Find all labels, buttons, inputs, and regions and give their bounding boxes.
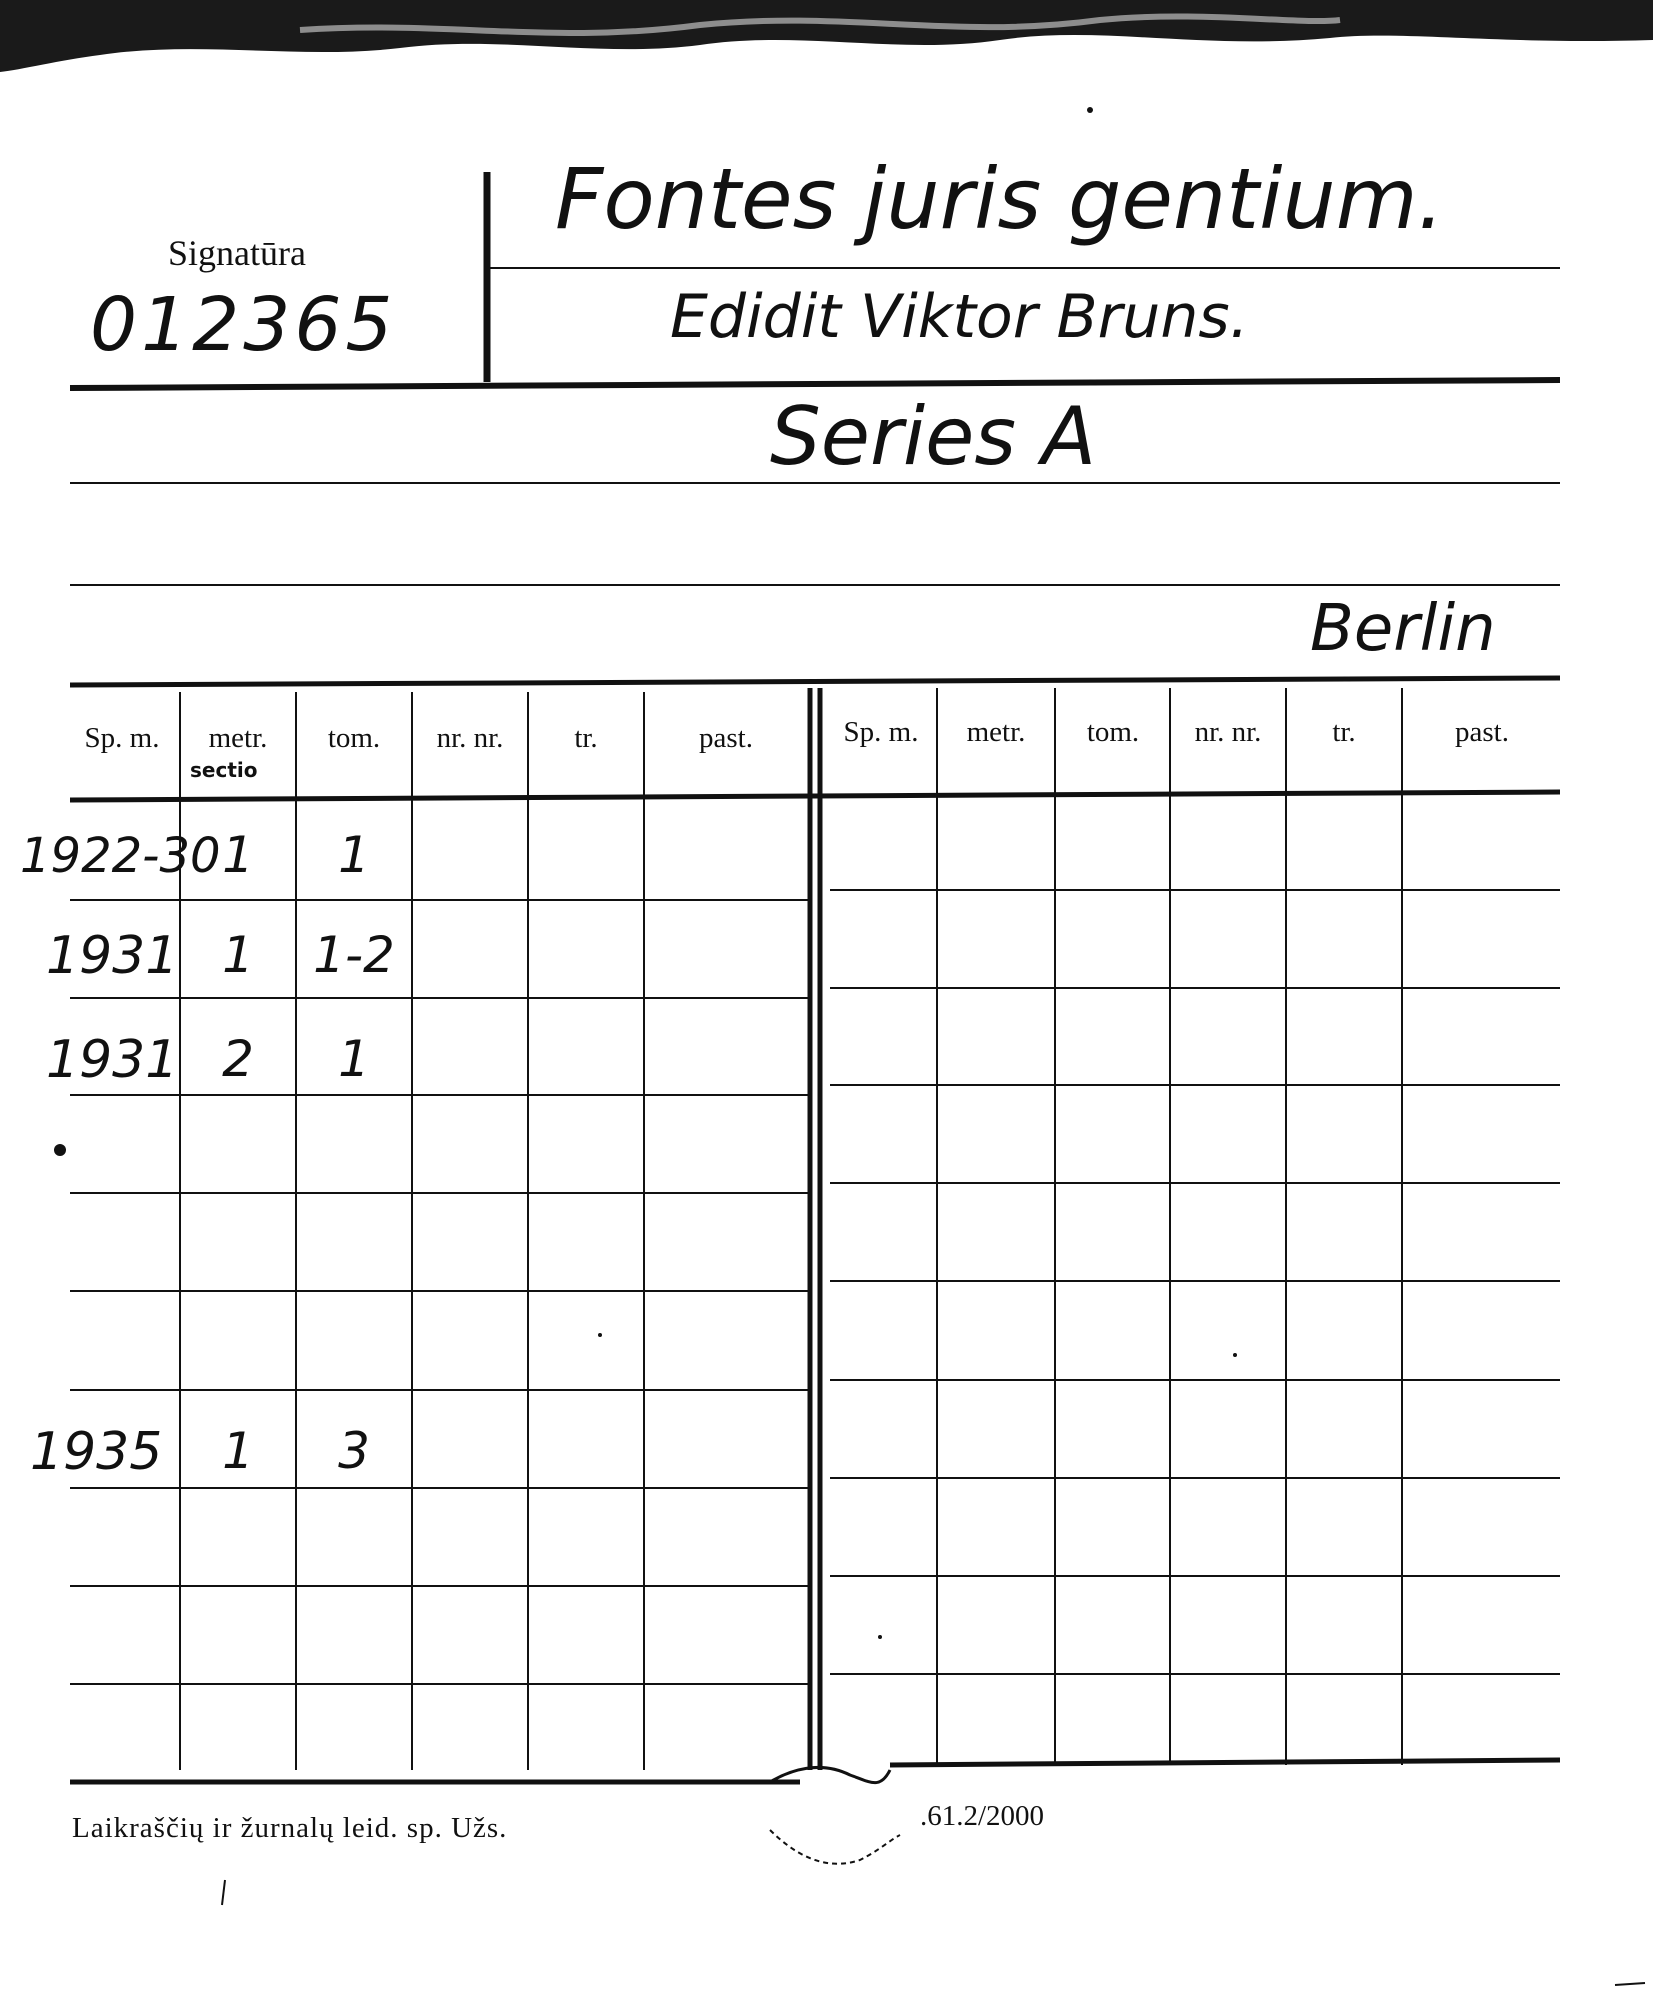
col-header-nr-nr: nr. nr. (436, 722, 504, 754)
col-header-tr: tr. (574, 722, 598, 754)
row-3-year: 1931 (46, 1030, 179, 1090)
row-4-tom: 3 (338, 1422, 370, 1480)
col-header-right-nr-nr: nr. nr. (1194, 716, 1262, 748)
printer-footer: Laikraščių ir žurnalų leid. sp. Užs. (72, 1812, 508, 1844)
col-header-sp-m: Sp. m. (84, 722, 160, 754)
printer-footer-code: .61.2/2000 (920, 1800, 1045, 1832)
col-header-past: past. (699, 722, 753, 754)
col-header-right-tom: tom. (1086, 716, 1140, 748)
col-header-metr-subnote: sectio (190, 758, 258, 782)
col-header-metr: metr. (208, 722, 268, 754)
row-4-metr: 1 (222, 1422, 254, 1480)
handwritten-editor: Edidit Viktor Bruns. (670, 282, 1249, 352)
signature-number: 012365 (90, 282, 397, 368)
row-3-tom: 1 (338, 1030, 370, 1088)
col-header-right-past: past. (1455, 716, 1509, 748)
row-1-metr: 1 (222, 826, 254, 884)
row-1-tom: 1 (338, 826, 370, 884)
handwritten-city: Berlin (1310, 592, 1496, 666)
row-2-metr: 1 (222, 926, 254, 984)
col-header-right-sp-m: Sp. m. (843, 716, 919, 748)
row-1-year: 1922-30 (20, 828, 221, 884)
row-3-metr: 2 (222, 1030, 254, 1088)
row-2-tom: 1-2 (313, 926, 395, 984)
signature-label: Signatūra (168, 233, 306, 273)
row-2-year: 1931 (46, 926, 179, 986)
col-header-right-tr: tr. (1332, 716, 1356, 748)
col-header-right-metr: metr. (966, 716, 1026, 748)
handwritten-title: Fontes juris gentium. (555, 150, 1445, 248)
handwritten-series: Series A (770, 390, 1097, 483)
col-header-tom: tom. (327, 722, 381, 754)
row-4-year: 1935 (30, 1422, 163, 1482)
